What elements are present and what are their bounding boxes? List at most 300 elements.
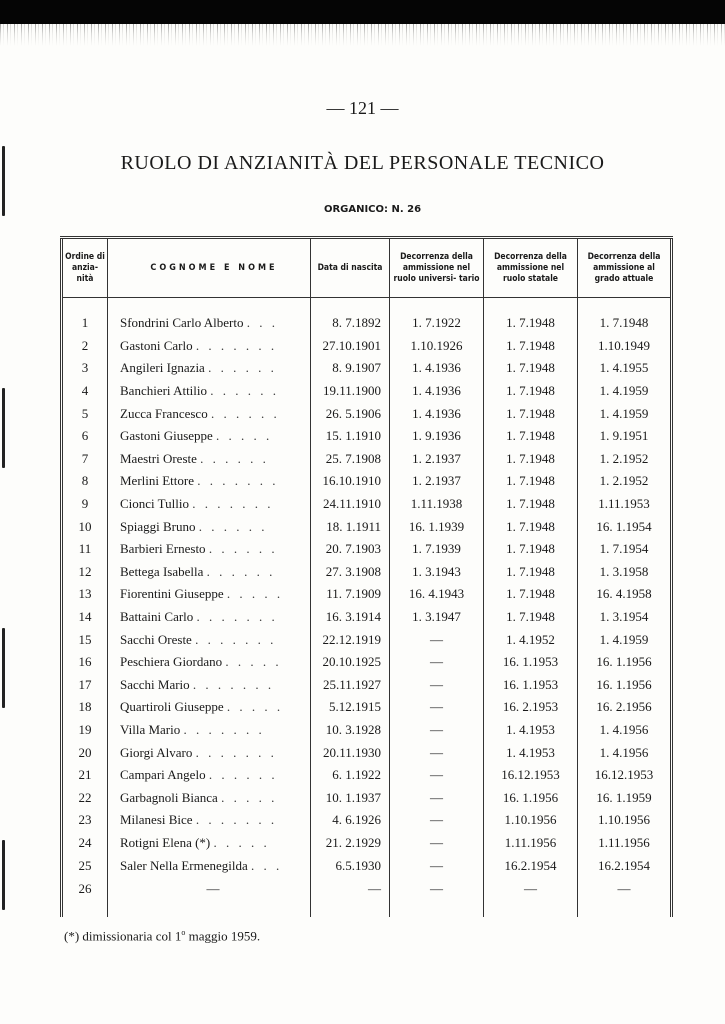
university-admission-cell [390, 809, 484, 832]
leader-dots: . . . . . . . [192, 496, 274, 512]
order-cell [62, 719, 108, 742]
university-admission-cell-text: — [430, 767, 443, 783]
state-admission-cell-text: 16. 1.1953 [502, 676, 559, 692]
name-cell-text: Rotigni Elena (*) [120, 834, 211, 850]
name-cell [108, 741, 311, 764]
table-row [62, 425, 672, 448]
birth-date-cell [311, 515, 390, 538]
birth-date-cell [311, 877, 390, 917]
grade-admission-cell [578, 786, 672, 809]
birth-date-cell [311, 583, 390, 606]
grade-admission-cell [578, 357, 672, 380]
grade-admission-cell-text: 16.12.1953 [594, 767, 654, 783]
name-cell [108, 832, 311, 855]
order-cell-text: 23 [78, 812, 92, 828]
table-header-row [62, 239, 672, 298]
grade-admission-cell [578, 674, 672, 697]
state-admission-cell-text: 1. 7.1948 [506, 518, 555, 534]
order-cell [62, 312, 108, 335]
binding-edge-mark [2, 628, 5, 708]
university-admission-cell-text: 1. 9.1936 [412, 428, 461, 444]
birth-date-cell-text: 21. 2.1929 [325, 834, 381, 850]
name-cell-text: Zucca Francesco [120, 405, 208, 421]
table-row [62, 651, 672, 674]
university-admission-cell [390, 764, 484, 787]
name-cell-text: Merlini Ettore [120, 473, 195, 489]
name-cell-text: Gastoni Giuseppe [120, 428, 213, 444]
leader-dots: . . . . . . . [195, 631, 277, 647]
university-admission-cell-text: 1.11.1938 [410, 496, 463, 512]
university-admission-cell-text: 16. 4.1943 [408, 586, 465, 602]
grade-admission-cell [578, 877, 672, 917]
leader-dots: . . . . . . . [195, 812, 278, 828]
order-cell-text: 5 [81, 405, 89, 421]
birth-date-cell [311, 741, 390, 764]
state-admission-cell [484, 854, 578, 877]
university-admission-cell [390, 402, 484, 425]
order-cell-text: 8 [81, 473, 89, 489]
grade-admission-cell [578, 832, 672, 855]
order-cell-text: 16 [78, 654, 92, 670]
grade-admission-cell-text: 1.10.1949 [598, 337, 650, 353]
leader-dots: . . . . . [226, 586, 284, 602]
seniority-table-container [60, 236, 673, 921]
grade-admission-cell-text: 1. 4.1959 [599, 405, 649, 421]
state-admission-cell-text: 16.2.1954 [504, 857, 557, 873]
university-admission-cell [390, 538, 484, 561]
name-cell [108, 425, 311, 448]
grade-admission-cell-text: 1. 4.1955 [599, 360, 649, 376]
university-admission-cell-text: 1. 7.1939 [412, 541, 461, 557]
state-admission-cell [484, 561, 578, 584]
leader-dots: . . . . . . [210, 383, 280, 399]
table-row [62, 470, 672, 493]
order-cell-text: 2 [81, 337, 89, 353]
name-cell-text: Sacchi Mario [120, 676, 190, 692]
name-cell [108, 877, 311, 917]
birth-date-cell [311, 786, 390, 809]
table-row [62, 674, 672, 697]
state-admission-cell-text: 1.11.1956 [504, 834, 557, 850]
birth-date-cell-text: — [368, 880, 381, 896]
university-admission-cell-text: — [430, 721, 443, 737]
name-cell-text: Spiaggi Bruno [120, 518, 196, 534]
grade-admission-cell-text: 16. 1.1956 [596, 654, 652, 670]
table-row [62, 696, 672, 719]
grade-admission-cell-text: — [617, 880, 631, 896]
grade-admission-cell-text: 1.10.1956 [598, 812, 650, 828]
name-cell [108, 606, 311, 629]
name-cell-text: Bettega Isabella [120, 563, 204, 579]
state-admission-cell-text: 1. 4.1953 [506, 744, 555, 760]
footnote-superscript: o [181, 928, 186, 937]
birth-date-cell-text: 16. 3.1914 [325, 609, 381, 625]
table-row [62, 877, 672, 917]
university-admission-cell [390, 832, 484, 855]
order-cell-text: 26 [78, 880, 92, 896]
university-admission-cell-text: 1. 2.1937 [412, 473, 461, 489]
grade-admission-cell [578, 448, 672, 471]
order-cell [62, 425, 108, 448]
table-row [62, 606, 672, 629]
binding-edge-mark [2, 840, 5, 910]
birth-date-cell-text: 19.11.1900 [322, 383, 381, 399]
header-birth-date: Data di nascita [311, 239, 390, 298]
state-admission-cell [484, 719, 578, 742]
order-cell-text: 6 [81, 428, 89, 444]
state-admission-cell [484, 651, 578, 674]
birth-date-cell [311, 719, 390, 742]
order-cell [62, 651, 108, 674]
grade-admission-cell [578, 719, 672, 742]
table-row [62, 628, 672, 651]
table-row [62, 493, 672, 516]
leader-dots: . . . . . . . [183, 721, 265, 737]
table-row [62, 335, 672, 358]
university-admission-cell-text: — [430, 631, 443, 647]
university-admission-cell [390, 628, 484, 651]
grade-admission-cell [578, 561, 672, 584]
state-admission-cell [484, 448, 578, 471]
footnote-text-end: maggio 1959. [185, 928, 261, 944]
header-state-admission: Decorrenza della ammissione nel ruolo statale [484, 239, 578, 298]
university-admission-cell-text: — [430, 654, 443, 670]
order-cell-text: 14 [78, 609, 92, 625]
order-cell-text: 24 [78, 834, 92, 850]
birth-date-cell [311, 696, 390, 719]
university-admission-cell [390, 335, 484, 358]
grade-admission-cell [578, 696, 672, 719]
university-admission-cell [390, 561, 484, 584]
university-admission-cell [390, 515, 484, 538]
table-row [62, 764, 672, 787]
grade-admission-cell-text: 16.2.1954 [598, 857, 650, 873]
state-admission-cell-text: 1. 7.1948 [506, 337, 555, 353]
table-row [62, 809, 672, 832]
order-cell [62, 832, 108, 855]
name-cell-text: Angileri Ignazia [120, 360, 205, 376]
name-cell-text: — [206, 880, 220, 896]
birth-date-cell [311, 425, 390, 448]
grade-admission-cell-text: 1.11.1953 [598, 496, 650, 512]
table-row [62, 380, 672, 403]
order-cell-text: 3 [81, 360, 89, 376]
order-cell [62, 335, 108, 358]
university-admission-cell-text: — [430, 744, 443, 760]
state-admission-cell [484, 312, 578, 335]
state-admission-cell-text: 1. 7.1948 [506, 541, 555, 557]
table-row [62, 719, 672, 742]
name-cell [108, 538, 311, 561]
name-cell-text: Fiorentini Giuseppe [120, 586, 224, 602]
grade-admission-cell-text: 1. 3.1958 [599, 563, 649, 579]
scan-dark-border [0, 0, 725, 24]
name-cell [108, 786, 311, 809]
name-cell [108, 764, 311, 787]
order-cell-text: 25 [78, 857, 92, 873]
order-cell-text: 17 [78, 676, 92, 692]
grade-admission-cell [578, 741, 672, 764]
grade-admission-cell-text: 1. 3.1954 [599, 609, 649, 625]
birth-date-cell [311, 448, 390, 471]
university-admission-cell-text: 1. 4.1936 [412, 405, 461, 421]
birth-date-cell-text: 24.11.1910 [322, 496, 381, 512]
state-admission-cell-text: 1. 4.1952 [506, 631, 555, 647]
order-cell-text: 22 [78, 789, 92, 805]
binding-edge-mark [2, 388, 5, 468]
order-cell [62, 809, 108, 832]
birth-date-cell-text: 8. 9.1907 [332, 360, 381, 376]
name-cell [108, 448, 311, 471]
name-cell-text: Saler Nella Ermenegilda [120, 857, 248, 873]
table-row [62, 312, 672, 335]
order-cell [62, 786, 108, 809]
grade-admission-cell-text: 1. 4.1959 [599, 383, 649, 399]
university-admission-cell [390, 674, 484, 697]
grade-admission-cell [578, 470, 672, 493]
birth-date-cell [311, 854, 390, 877]
table-row [62, 832, 672, 855]
university-admission-cell-text: — [430, 857, 443, 873]
state-admission-cell-text: 1. 7.1948 [506, 428, 555, 444]
state-admission-cell-text: 1. 7.1948 [506, 609, 555, 625]
birth-date-cell [311, 764, 390, 787]
leader-dots: . . . . . [216, 428, 273, 444]
page-subtitle: ORGANICO: N. 26 [323, 204, 422, 215]
table-row [62, 538, 672, 561]
name-cell [108, 628, 311, 651]
table-row [62, 448, 672, 471]
order-cell-text: 12 [78, 563, 92, 579]
university-admission-cell [390, 312, 484, 335]
order-cell-text: 4 [81, 383, 89, 399]
university-admission-cell-text: 1. 4.1936 [412, 360, 461, 376]
name-cell [108, 809, 311, 832]
state-admission-cell-text: 1. 7.1948 [506, 496, 555, 512]
birth-date-cell [311, 493, 390, 516]
leader-dots: . . . . . . . [197, 473, 279, 489]
order-cell [62, 561, 108, 584]
order-cell-text: 7 [81, 450, 89, 466]
table-row [62, 402, 672, 425]
grade-admission-cell [578, 854, 672, 877]
university-admission-cell-text: — [430, 834, 443, 850]
university-admission-cell [390, 786, 484, 809]
state-admission-cell-text: 1. 7.1948 [506, 360, 555, 376]
state-admission-cell [484, 402, 578, 425]
order-cell [62, 493, 108, 516]
birth-date-cell [311, 335, 390, 358]
name-cell [108, 583, 311, 606]
table-row [62, 515, 672, 538]
table-row [62, 583, 672, 606]
grade-admission-cell-text: 1. 7.1948 [599, 315, 649, 331]
name-cell-text: Milanesi Bice [120, 812, 193, 828]
footnote-text: (*) dimissionaria col 1 [64, 928, 182, 944]
grade-admission-cell [578, 312, 672, 335]
order-cell [62, 515, 108, 538]
order-cell [62, 764, 108, 787]
order-cell [62, 674, 108, 697]
state-admission-cell [484, 493, 578, 516]
university-admission-cell [390, 606, 484, 629]
name-cell [108, 651, 311, 674]
order-cell [62, 583, 108, 606]
grade-admission-cell [578, 809, 672, 832]
birth-date-cell-text: 27.10.1901 [322, 337, 381, 353]
birth-date-cell-text: 18. 1.1911 [326, 518, 381, 534]
university-admission-cell [390, 877, 484, 917]
name-cell [108, 312, 311, 335]
university-admission-cell [390, 696, 484, 719]
grade-admission-cell-text: 1. 4.1956 [599, 744, 649, 760]
university-admission-cell [390, 854, 484, 877]
order-cell-text: 1 [81, 315, 89, 331]
birth-date-cell-text: 6.5.1930 [335, 857, 381, 873]
university-admission-cell-text: — [430, 676, 443, 692]
name-cell [108, 470, 311, 493]
order-cell [62, 448, 108, 471]
state-admission-cell-text: 1. 7.1948 [506, 315, 555, 331]
university-admission-cell [390, 448, 484, 471]
university-admission-cell-text: — [430, 880, 443, 896]
state-admission-cell-text: — [524, 880, 537, 896]
grade-admission-cell-text: 16. 2.1956 [596, 699, 652, 715]
university-admission-cell-text: 1.10.1926 [410, 337, 463, 353]
grade-admission-cell [578, 493, 672, 516]
birth-date-cell [311, 380, 390, 403]
name-cell-text: Maestri Oreste [120, 450, 197, 466]
grade-admission-cell [578, 425, 672, 448]
page-title: RUOLO DI ANZIANITÀ DEL PERSONALE TECNICO [120, 152, 605, 174]
order-cell-text: 18 [78, 699, 92, 715]
leader-dots: . . . . . . . [195, 337, 278, 353]
birth-date-cell [311, 651, 390, 674]
grade-admission-cell [578, 402, 672, 425]
grade-admission-cell-text: 1. 4.1956 [599, 721, 649, 737]
state-admission-cell [484, 606, 578, 629]
name-cell [108, 674, 311, 697]
birth-date-cell-text: 25.11.1927 [322, 676, 381, 692]
birth-date-cell [311, 809, 390, 832]
grade-admission-cell [578, 335, 672, 358]
state-admission-cell [484, 741, 578, 764]
leader-dots: . . . . . [213, 834, 270, 850]
birth-date-cell-text: 20.11.1930 [322, 744, 381, 760]
university-admission-cell [390, 583, 484, 606]
university-admission-cell-text: 1. 4.1936 [412, 383, 461, 399]
name-cell-text: Garbagnoli Bianca [120, 789, 218, 805]
birth-date-cell-text: 15. 1.1910 [325, 428, 381, 444]
grade-admission-cell [578, 651, 672, 674]
table-row [62, 561, 672, 584]
state-admission-cell-text: 16. 1.1953 [502, 654, 559, 670]
name-cell-text: Quartiroli Giuseppe [120, 699, 224, 715]
grade-admission-cell-text: 1. 4.1959 [599, 631, 649, 647]
university-admission-cell [390, 651, 484, 674]
university-admission-cell-text: 16. 1.1939 [408, 518, 465, 534]
name-cell [108, 719, 311, 742]
state-admission-cell [484, 583, 578, 606]
birth-date-cell [311, 538, 390, 561]
birth-date-cell [311, 357, 390, 380]
university-admission-cell-text: 1. 3.1947 [412, 609, 461, 625]
birth-date-cell-text: 20.10.1925 [322, 654, 381, 670]
name-cell-text: Giorgi Alvaro [120, 744, 193, 760]
state-admission-cell [484, 357, 578, 380]
header-university-admission: Decorrenza della ammissione nel ruolo universi- tario [390, 239, 484, 298]
state-admission-cell-text: 1. 4.1953 [506, 721, 555, 737]
order-cell-text: 11 [78, 541, 92, 557]
name-cell-text: Barbieri Ernesto [120, 541, 206, 557]
birth-date-cell-text: 11. 7.1909 [326, 586, 381, 602]
order-cell [62, 741, 108, 764]
leader-dots: . . . . . . [208, 360, 277, 376]
state-admission-cell [484, 696, 578, 719]
state-admission-cell-text: 1. 7.1948 [506, 383, 555, 399]
leader-dots: . . . . . . [206, 563, 276, 579]
order-cell-text: 21 [78, 767, 92, 783]
order-cell-text: 9 [81, 496, 89, 512]
scan-noise [0, 24, 725, 46]
order-cell-text: 13 [78, 586, 92, 602]
leader-dots: . . . . . . [208, 541, 278, 557]
state-admission-cell-text: 1. 7.1948 [506, 450, 555, 466]
order-cell-text: 15 [78, 631, 92, 647]
birth-date-cell-text: 8. 7.1892 [332, 315, 381, 331]
state-admission-cell [484, 425, 578, 448]
header-name: COGNOME E NOME [108, 239, 311, 298]
order-cell [62, 470, 108, 493]
leader-dots: . . . . . . [210, 405, 280, 421]
state-admission-cell-text: 1. 7.1948 [506, 563, 555, 579]
grade-admission-cell [578, 583, 672, 606]
state-admission-cell [484, 764, 578, 787]
university-admission-cell-text: — [430, 812, 443, 828]
name-cell [108, 357, 311, 380]
grade-admission-cell-text: 1. 2.1952 [599, 450, 649, 466]
spacer-row [62, 298, 672, 313]
birth-date-cell [311, 470, 390, 493]
order-cell-text: 20 [78, 744, 92, 760]
grade-admission-cell [578, 606, 672, 629]
university-admission-cell-text: — [430, 699, 443, 715]
state-admission-cell-text: 1.10.1956 [504, 812, 557, 828]
birth-date-cell-text: 5.12.1915 [329, 699, 381, 715]
birth-date-cell [311, 561, 390, 584]
seniority-table [60, 239, 673, 917]
name-cell-text: Peschiera Giordano [120, 654, 223, 670]
header-current-grade-admission: Decorrenza della ammissione al grado attuale [578, 239, 672, 298]
grade-admission-cell-text: 16. 1.1959 [596, 789, 652, 805]
order-cell [62, 357, 108, 380]
state-admission-cell [484, 832, 578, 855]
order-cell [62, 538, 108, 561]
name-cell-text: Campari Angelo [120, 767, 206, 783]
grade-admission-cell-text: 1. 9.1951 [599, 428, 649, 444]
birth-date-cell [311, 674, 390, 697]
leader-dots: . . . . . [225, 654, 282, 670]
state-admission-cell [484, 538, 578, 561]
state-admission-cell-text: 1. 7.1948 [506, 586, 555, 602]
birth-date-cell-text: 26. 5.1906 [325, 405, 381, 421]
university-admission-cell-text: 1. 7.1922 [412, 315, 461, 331]
state-admission-cell [484, 877, 578, 917]
order-cell [62, 606, 108, 629]
state-admission-cell [484, 380, 578, 403]
order-cell-text: 19 [78, 721, 92, 737]
birth-date-cell-text: 25. 7.1908 [325, 450, 381, 466]
